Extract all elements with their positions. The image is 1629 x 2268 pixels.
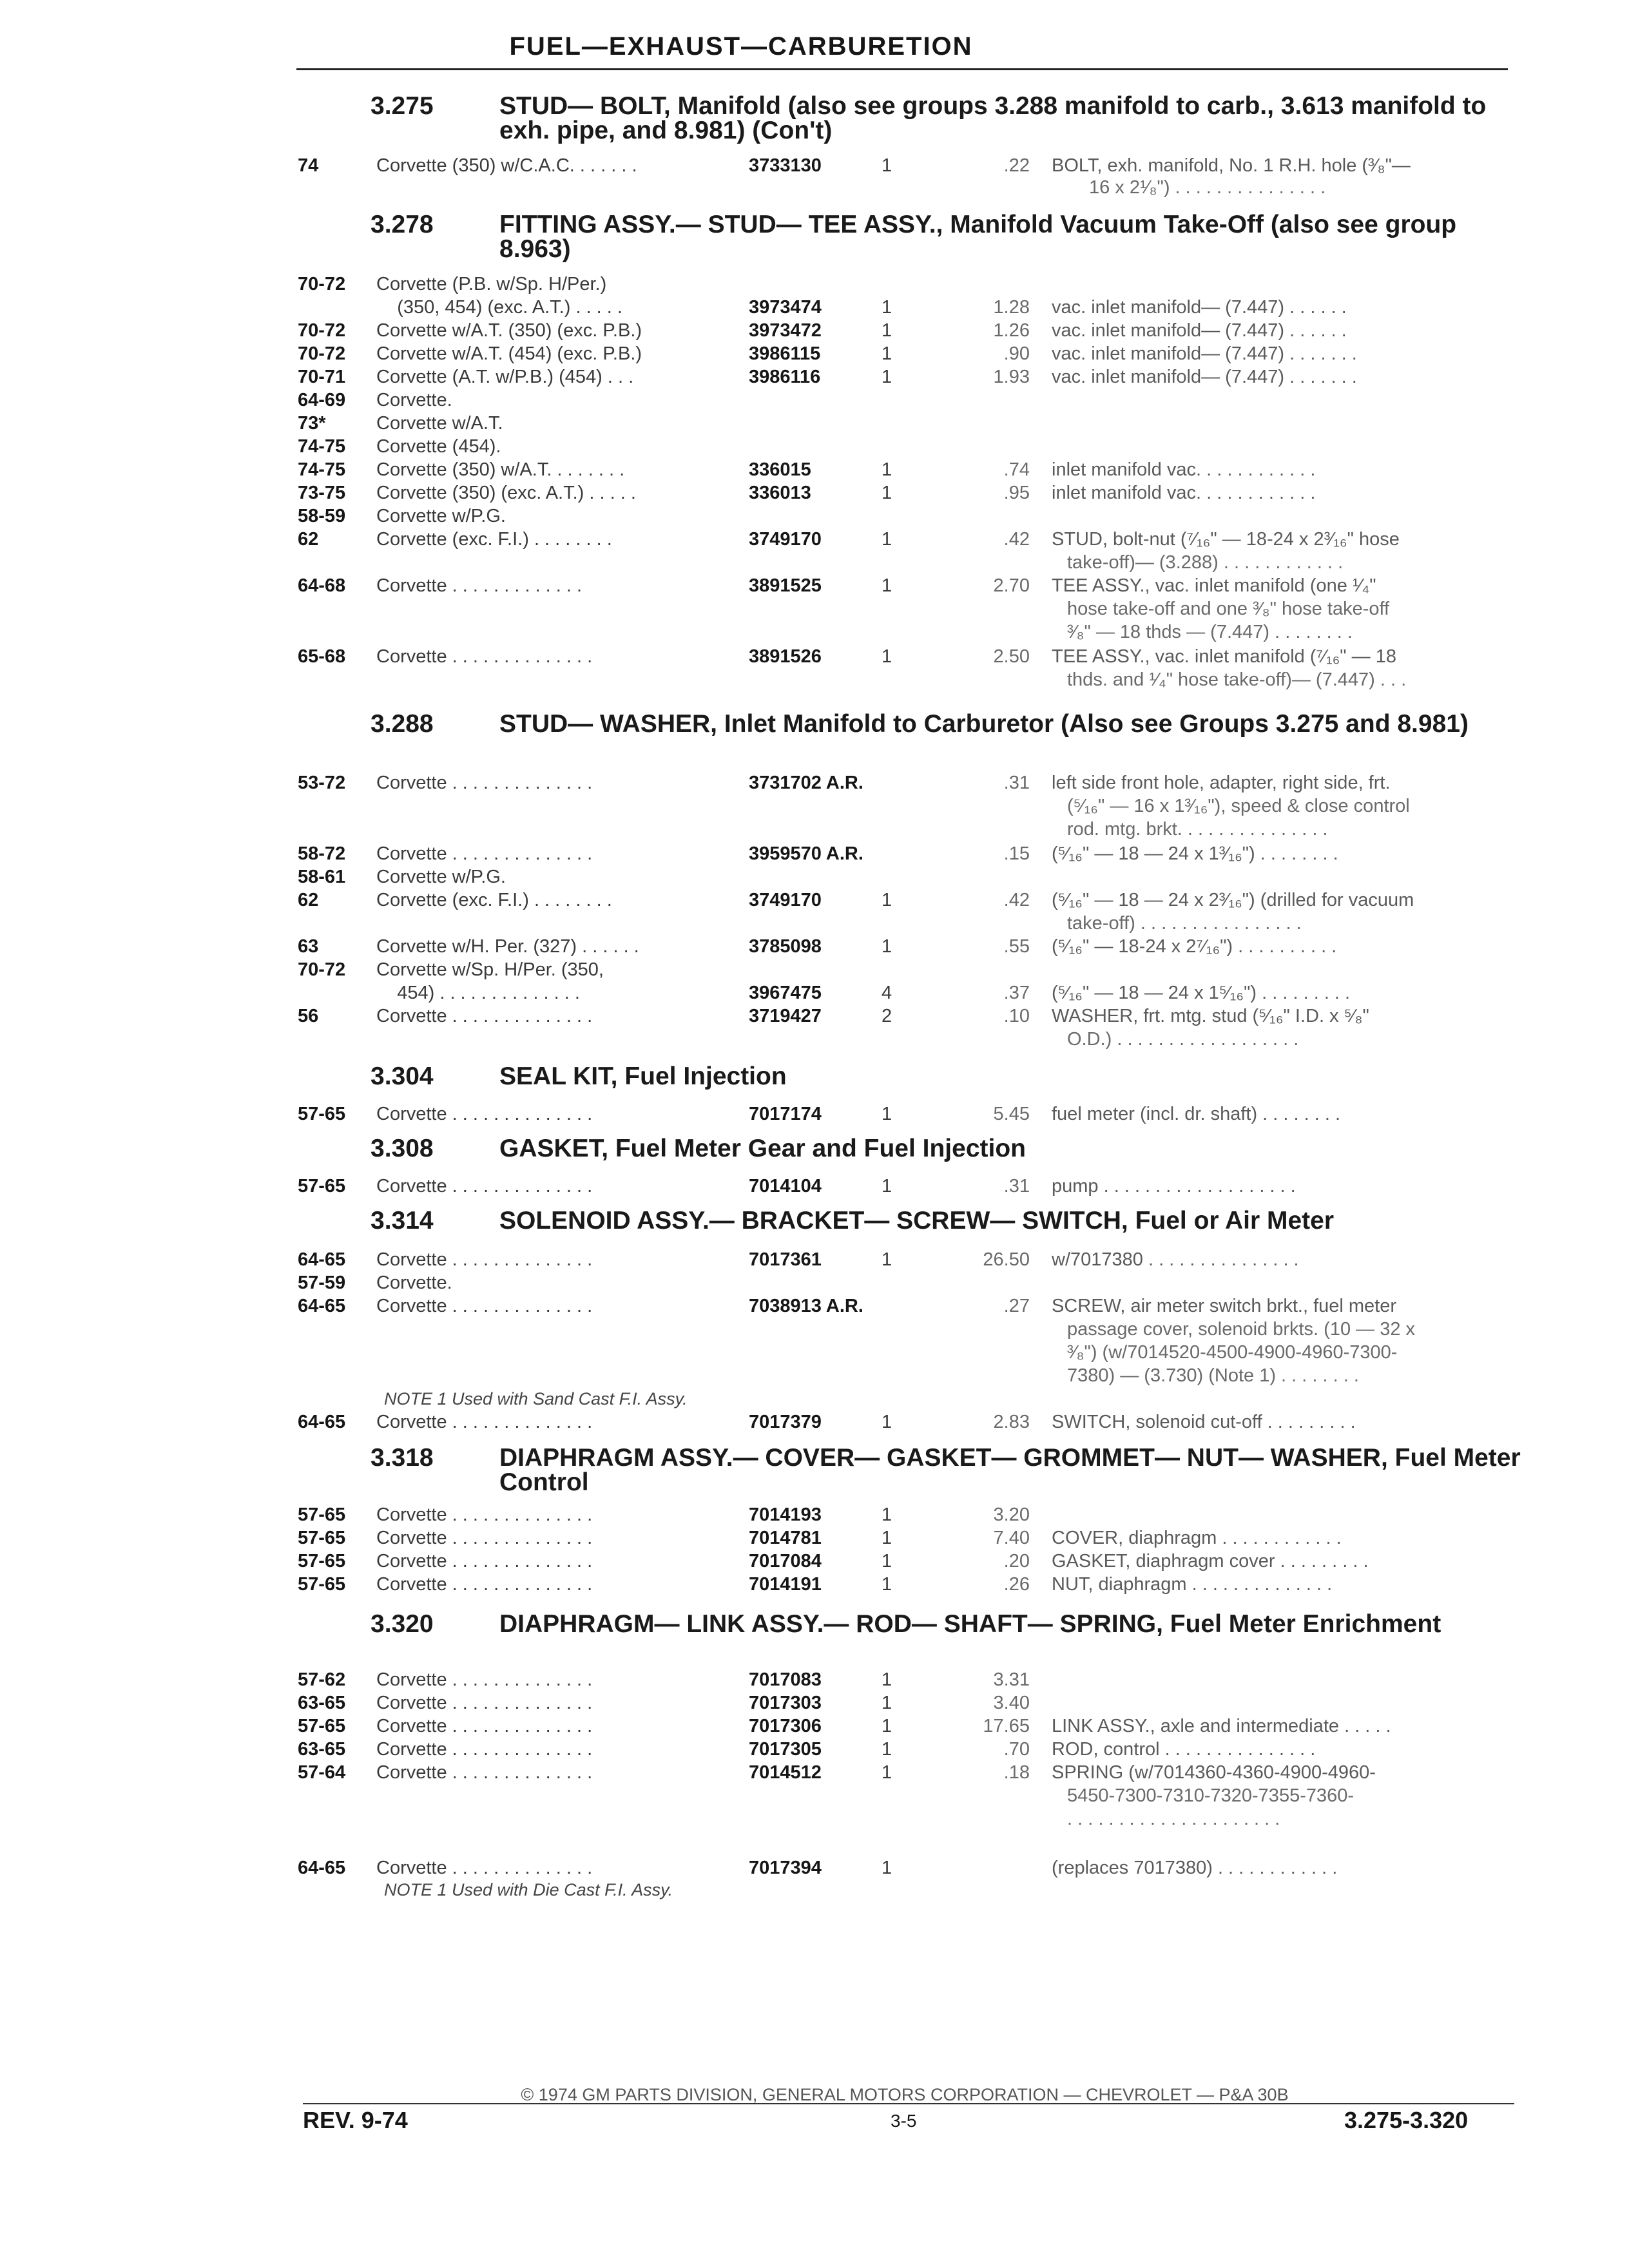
price: 17.65 [983, 1716, 1030, 1736]
part-row [0, 646, 1629, 671]
price: 2.70 [993, 575, 1030, 596]
model: Corvette . . . . . . . . . . . . . [376, 575, 583, 596]
model: Corvette. [376, 1273, 452, 1293]
description-continuation: ³⁄₈" — 18 thds — (7.447) . . . . . . . . [1067, 622, 1353, 642]
year-range: 57-64 [298, 1762, 346, 1783]
description: fuel meter (incl. dr. shaft) . . . . . . . . [1052, 1104, 1341, 1124]
description: vac. inlet manifold— (7.447) . . . . . . [1052, 297, 1347, 318]
page-number: 3-5 [891, 2111, 917, 2131]
part-row [0, 1272, 1629, 1298]
part-number: 3733130 [749, 155, 822, 176]
description-continuation: . . . . . . . . . . . . . . . . . . . . . [1067, 1809, 1280, 1829]
year-range: 56 [298, 1006, 319, 1026]
part-number: 7017306 [749, 1716, 822, 1736]
description: (⁵⁄₁₆" — 18 — 24 x 1³⁄₁₆") . . . . . . . . [1052, 843, 1338, 864]
description: COVER, diaphragm . . . . . . . . . . . . [1052, 1528, 1342, 1548]
part-row [0, 1527, 1629, 1553]
part-number: 3959570 A.R. [749, 843, 863, 864]
price: .31 [1003, 1176, 1030, 1196]
model: Corvette . . . . . . . . . . . . . . [376, 1528, 593, 1548]
model: Corvette. [376, 390, 452, 410]
model: Corvette (exc. F.I.) . . . . . . . . [376, 529, 612, 550]
quantity: 1 [882, 1176, 892, 1196]
model: Corvette . . . . . . . . . . . . . . [376, 1669, 593, 1690]
part-number: 7038913 A.R. [749, 1296, 863, 1316]
price: 1.28 [993, 297, 1030, 318]
price: .26 [1003, 1574, 1030, 1595]
price: .70 [1003, 1739, 1030, 1760]
model: Corvette (454). [376, 436, 501, 457]
part-row [0, 1692, 1629, 1718]
description: (⁵⁄₁₆" — 18 — 24 x 2³⁄₁₆") (drilled for vacuum [1052, 890, 1414, 910]
model: Corvette . . . . . . . . . . . . . . [376, 646, 593, 667]
part-row [0, 1504, 1629, 1530]
part-number: 7014193 [749, 1504, 822, 1525]
description-continuation: take-off)— (3.288) . . . . . . . . . . . . [1067, 552, 1344, 573]
part-row [0, 1550, 1629, 1576]
part-number: 7017083 [749, 1669, 822, 1690]
year-range: 64-65 [298, 1249, 346, 1270]
section-heading [371, 1446, 1530, 1495]
quantity: 1 [882, 1669, 892, 1690]
section-number: 3.314 [371, 1207, 434, 1235]
year-range: 70-72 [298, 274, 346, 294]
page-header: FUEL—EXHAUST—CARBURETION [509, 32, 973, 61]
quantity: 1 [882, 1528, 892, 1548]
description: BOLT, exh. manifold, No. 1 R.H. hole (³⁄₈"— [1052, 155, 1411, 176]
year-range: 58-72 [298, 843, 346, 864]
description: inlet manifold vac. . . . . . . . . . . . [1052, 483, 1316, 503]
part-row [0, 1005, 1629, 1031]
quantity: 1 [882, 1762, 892, 1783]
year-range: 62 [298, 890, 319, 910]
part-number: 7014781 [749, 1528, 822, 1548]
section-title: DIAPHRAGM— LINK ASSY.— ROD— SHAFT— SPRING, Fuel Meter Enrichment [499, 1610, 1441, 1638]
model: Corvette (350) w/C.A.C. . . . . . . [376, 155, 637, 176]
quantity: 1 [882, 1412, 892, 1432]
quantity: 1 [882, 155, 892, 176]
quantity: 1 [882, 483, 892, 503]
model: Corvette w/A.T. [376, 413, 503, 434]
model: Corvette . . . . . . . . . . . . . . [376, 773, 593, 793]
section-title: DIAPHRAGM ASSY.— COVER— GASKET— GROMMET— NUT— WASHER, Fuel Meter Control [499, 1444, 1521, 1496]
year-range: 74-75 [298, 459, 346, 480]
price: .55 [1003, 936, 1030, 957]
section-title: FITTING ASSY.— STUD— TEE ASSY., Manifold Vacuum Take-Off (also see group 8.963) [499, 211, 1457, 263]
part-number: 7017361 [749, 1249, 822, 1270]
part-row [0, 482, 1629, 508]
part-number: 3973474 [749, 297, 822, 318]
part-row [0, 366, 1629, 392]
group-range: 3.275-3.320 [1344, 2107, 1469, 2133]
year-range: 65-68 [298, 646, 346, 667]
quantity: 1 [882, 1716, 892, 1736]
part-row [0, 982, 1629, 1008]
description: SCREW, air meter switch brkt., fuel meter [1052, 1296, 1397, 1316]
year-range: 70-72 [298, 343, 346, 364]
section-heading [371, 1612, 1530, 1637]
part-number: 3749170 [749, 890, 822, 910]
year-range: 58-61 [298, 867, 346, 887]
model: 454) . . . . . . . . . . . . . . [376, 983, 580, 1003]
description: (⁵⁄₁₆" — 18 — 24 x 1⁵⁄₁₆") . . . . . . . . . [1052, 983, 1351, 1003]
part-row [0, 412, 1629, 438]
quantity: 1 [882, 1104, 892, 1124]
model: Corvette (exc. F.I.) . . . . . . . . [376, 890, 612, 910]
year-range: 57-62 [298, 1669, 346, 1690]
model: Corvette . . . . . . . . . . . . . . [376, 1249, 593, 1270]
section-number: 3.304 [371, 1062, 434, 1090]
part-row [0, 772, 1629, 798]
footer-rule [303, 2103, 1514, 2104]
part-number: 3891525 [749, 575, 822, 596]
section-title: STUD— WASHER, Inlet Manifold to Carburetor (Also see Groups 3.275 and 8.981) [499, 710, 1469, 738]
model: Corvette (350) (exc. A.T.) . . . . . [376, 483, 636, 503]
year-range: 57-65 [298, 1104, 346, 1124]
section-number: 3.308 [371, 1135, 434, 1162]
year-range: 58-59 [298, 506, 346, 526]
section-title: STUD— BOLT, Manifold (also see groups 3.288 manifold to carb., 3.613 manifold to exh. pipe, and 8.981) (Con't) [499, 92, 1487, 144]
part-row [0, 436, 1629, 461]
quantity: 1 [882, 1504, 892, 1525]
description-continuation: passage cover, solenoid brkts. (10 — 32 x [1067, 1319, 1416, 1340]
model: Corvette . . . . . . . . . . . . . . [376, 1104, 593, 1124]
quantity: 1 [882, 320, 892, 341]
quantity: 1 [882, 297, 892, 318]
quantity: 4 [882, 983, 892, 1003]
section-title: GASKET, Fuel Meter Gear and Fuel Injection [499, 1135, 1026, 1162]
part-number: 7017174 [749, 1104, 822, 1124]
quantity: 2 [882, 1006, 892, 1026]
year-range: 62 [298, 529, 319, 550]
description-continuation: (⁵⁄₁₆" — 16 x 1³⁄₁₆"), speed & close control [1067, 796, 1410, 816]
part-number: 3986115 [749, 343, 821, 364]
price: 3.31 [993, 1669, 1030, 1690]
part-row [0, 1857, 1629, 1883]
header-rule [296, 68, 1508, 70]
part-row [0, 389, 1629, 415]
year-range: 63-65 [298, 1693, 346, 1713]
quantity: 1 [882, 1739, 892, 1760]
description: vac. inlet manifold— (7.447) . . . . . . . [1052, 343, 1357, 364]
description: GASKET, diaphragm cover . . . . . . . . . [1052, 1551, 1369, 1571]
price: 7.40 [993, 1528, 1030, 1548]
model: Corvette . . . . . . . . . . . . . . [376, 1006, 593, 1026]
section-heading [371, 94, 1530, 143]
price: .74 [1003, 459, 1030, 480]
part-number: 7014191 [749, 1574, 822, 1595]
description-continuation: 16 x 2¹⁄₈") . . . . . . . . . . . . . . . [1089, 177, 1326, 198]
description-continuation: thds. and ¹⁄₄" hose take-off)— (7.447) . . . [1067, 669, 1407, 690]
price: .27 [1003, 1296, 1030, 1316]
copyright-line: © 1974 GM PARTS DIVISION, GENERAL MOTORS CORPORATION — CHEVROLET — P&A 30B [521, 2085, 1289, 2104]
part-row [0, 843, 1629, 869]
note: NOTE 1 Used with Die Cast F.I. Assy. [384, 1880, 673, 1899]
description: w/7017380 . . . . . . . . . . . . . . . [1052, 1249, 1299, 1270]
year-range: 64-68 [298, 575, 346, 596]
quantity: 1 [882, 529, 892, 550]
year-range: 57-65 [298, 1504, 346, 1525]
model: Corvette . . . . . . . . . . . . . . [376, 1574, 593, 1595]
price: .42 [1003, 529, 1030, 550]
model: Corvette w/P.G. [376, 867, 506, 887]
model: Corvette w/A.T. (350) (exc. P.B.) [376, 320, 642, 341]
part-row [0, 296, 1629, 322]
price: 3.20 [993, 1504, 1030, 1525]
section-number: 3.288 [371, 710, 434, 738]
part-number: 7017084 [749, 1551, 822, 1571]
part-number: 7014512 [749, 1762, 822, 1783]
model: Corvette . . . . . . . . . . . . . . [376, 1296, 593, 1316]
description-continuation: 5450-7300-7310-7320-7355-7360- [1067, 1785, 1354, 1806]
part-row [0, 459, 1629, 485]
quantity: 1 [882, 936, 892, 957]
quantity: 1 [882, 1574, 892, 1595]
model: Corvette . . . . . . . . . . . . . . [376, 1858, 593, 1878]
section-heading [371, 213, 1530, 262]
model: Corvette (350) w/A.T. . . . . . . . [376, 459, 625, 480]
part-number: 336015 [749, 459, 811, 480]
part-row [0, 1249, 1629, 1274]
year-range: 57-65 [298, 1716, 346, 1736]
price: .20 [1003, 1551, 1030, 1571]
quantity: 1 [882, 459, 892, 480]
description-continuation: 7380) — (3.730) (Note 1) . . . . . . . . [1067, 1365, 1359, 1386]
description: SWITCH, solenoid cut-off . . . . . . . . . [1052, 1412, 1356, 1432]
description: TEE ASSY., vac. inlet manifold (⁷⁄₁₆" — 18 [1052, 646, 1396, 667]
part-row [0, 1573, 1629, 1599]
year-range: 74-75 [298, 436, 346, 457]
year-range: 57-65 [298, 1551, 346, 1571]
description: NUT, diaphragm . . . . . . . . . . . . . . [1052, 1574, 1333, 1595]
model: Corvette (A.T. w/P.B.) (454) . . . [376, 367, 634, 387]
part-number: 3986116 [749, 367, 821, 387]
description-continuation: take-off) . . . . . . . . . . . . . . . . [1067, 913, 1302, 934]
description: vac. inlet manifold— (7.447) . . . . . . [1052, 320, 1347, 341]
price: .42 [1003, 890, 1030, 910]
section-heading [371, 712, 1530, 736]
model: Corvette w/A.T. (454) (exc. P.B.) [376, 343, 642, 364]
part-row [0, 1715, 1629, 1741]
part-number: 7017394 [749, 1858, 822, 1878]
description: (⁵⁄₁₆" — 18-24 x 2⁷⁄₁₆") . . . . . . . . . . [1052, 936, 1337, 957]
price: .90 [1003, 343, 1030, 364]
model: Corvette . . . . . . . . . . . . . . [376, 1693, 593, 1713]
section-number: 3.318 [371, 1444, 434, 1472]
price: 2.83 [993, 1412, 1030, 1432]
revision-date: REV. 9-74 [303, 2107, 408, 2133]
price: 2.50 [993, 646, 1030, 667]
year-range: 57-65 [298, 1528, 346, 1548]
description: SPRING (w/7014360-4360-4900-4960- [1052, 1762, 1376, 1783]
year-range: 64-65 [298, 1296, 346, 1316]
part-number: 3719427 [749, 1006, 822, 1026]
price: .37 [1003, 983, 1030, 1003]
year-range: 64-69 [298, 390, 346, 410]
part-number: 7017303 [749, 1693, 822, 1713]
year-range: 57-59 [298, 1273, 346, 1293]
quantity: 1 [882, 367, 892, 387]
description-continuation: O.D.) . . . . . . . . . . . . . . . . . . [1067, 1029, 1299, 1050]
model: Corvette (P.B. w/Sp. H/Per.) [376, 274, 607, 294]
price: .22 [1003, 155, 1030, 176]
part-number: 7017379 [749, 1412, 822, 1432]
part-row [0, 1669, 1629, 1695]
year-range: 70-71 [298, 367, 346, 387]
price: 26.50 [983, 1249, 1030, 1270]
part-row [0, 343, 1629, 369]
quantity: 1 [882, 343, 892, 364]
description: vac. inlet manifold— (7.447) . . . . . . . [1052, 367, 1357, 387]
part-number: 3749170 [749, 529, 822, 550]
price: .18 [1003, 1762, 1030, 1783]
year-range: 70-72 [298, 959, 346, 980]
part-number: 3967475 [749, 983, 822, 1003]
model: Corvette . . . . . . . . . . . . . . [376, 1412, 593, 1432]
part-number: 3973472 [749, 320, 822, 341]
quantity: 1 [882, 575, 892, 596]
part-row [0, 1762, 1629, 1787]
model: Corvette . . . . . . . . . . . . . . [376, 1504, 593, 1525]
section-heading [371, 1064, 1530, 1089]
description: left side front hole, adapter, right side, frt. [1052, 773, 1391, 793]
part-row [0, 1411, 1629, 1437]
description: inlet manifold vac. . . . . . . . . . . . [1052, 459, 1316, 480]
model: Corvette . . . . . . . . . . . . . . [376, 1762, 593, 1783]
part-number: 3785098 [749, 936, 822, 957]
price: 5.45 [993, 1104, 1030, 1124]
part-row [0, 959, 1629, 985]
part-row [0, 528, 1629, 554]
price: .15 [1003, 843, 1030, 864]
section-number: 3.278 [371, 211, 434, 238]
year-range: 73* [298, 413, 326, 434]
part-row [0, 320, 1629, 345]
price: 3.40 [993, 1693, 1030, 1713]
part-row [0, 575, 1629, 601]
description: pump . . . . . . . . . . . . . . . . . . . [1052, 1176, 1296, 1196]
part-row [0, 1295, 1629, 1321]
model: Corvette w/Sp. H/Per. (350, [376, 959, 604, 980]
model: Corvette w/P.G. [376, 506, 506, 526]
year-range: 64-65 [298, 1858, 346, 1878]
description: ROD, control . . . . . . . . . . . . . . . [1052, 1739, 1316, 1760]
quantity: 1 [882, 1858, 892, 1878]
part-number: 3731702 A.R. [749, 773, 863, 793]
model: Corvette . . . . . . . . . . . . . . [376, 843, 593, 864]
year-range: 53-72 [298, 773, 346, 793]
description-continuation: rod. mtg. brkt. . . . . . . . . . . . . . . [1067, 819, 1328, 840]
quantity: 1 [882, 1249, 892, 1270]
price: 1.93 [993, 367, 1030, 387]
model: Corvette . . . . . . . . . . . . . . [376, 1551, 593, 1571]
year-range: 70-72 [298, 320, 346, 341]
model: Corvette w/H. Per. (327) . . . . . . [376, 936, 639, 957]
quantity: 1 [882, 890, 892, 910]
part-row [0, 1175, 1629, 1201]
description: WASHER, frt. mtg. stud (⁵⁄₁₆" I.D. x ⁵⁄₈" [1052, 1006, 1369, 1026]
section-title: SEAL KIT, Fuel Injection [499, 1062, 787, 1090]
part-row [0, 866, 1629, 892]
section-number: 3.320 [371, 1610, 434, 1638]
price: .95 [1003, 483, 1030, 503]
year-range: 63 [298, 936, 319, 957]
description-continuation: hose take-off and one ³⁄₈" hose take-off [1067, 599, 1390, 619]
model: (350, 454) (exc. A.T.) . . . . . [376, 297, 622, 318]
model: Corvette . . . . . . . . . . . . . . [376, 1716, 593, 1736]
note: NOTE 1 Used with Sand Cast F.I. Assy. [384, 1389, 688, 1408]
price: 1.26 [993, 320, 1030, 341]
year-range: 73-75 [298, 483, 346, 503]
year-range: 64-65 [298, 1412, 346, 1432]
part-number: 7014104 [749, 1176, 822, 1196]
year-range: 74 [298, 155, 319, 176]
description: LINK ASSY., axle and intermediate . . . . . [1052, 1716, 1391, 1736]
section-heading [371, 1137, 1530, 1161]
year-range: 57-65 [298, 1176, 346, 1196]
section-number: 3.275 [371, 92, 434, 120]
description-continuation: ³⁄₈") (w/7014520-4500-4900-4960-7300- [1067, 1342, 1398, 1363]
quantity: 1 [882, 1693, 892, 1713]
year-range: 63-65 [298, 1739, 346, 1760]
section-heading [371, 1209, 1530, 1233]
quantity: 1 [882, 646, 892, 667]
part-number: 336013 [749, 483, 811, 503]
quantity: 1 [882, 1551, 892, 1571]
part-row [0, 936, 1629, 961]
part-row [0, 505, 1629, 531]
part-number: 7017305 [749, 1739, 822, 1760]
part-row [0, 273, 1629, 299]
part-row [0, 1103, 1629, 1129]
price: .31 [1003, 773, 1030, 793]
part-row [0, 889, 1629, 915]
section-title: SOLENOID ASSY.— BRACKET— SCREW— SWITCH, Fuel or Air Meter [499, 1207, 1335, 1235]
year-range: 57-65 [298, 1574, 346, 1595]
model: Corvette . . . . . . . . . . . . . . [376, 1176, 593, 1196]
description: TEE ASSY., vac. inlet manifold (one ¹⁄₄" [1052, 575, 1376, 596]
part-number: 3891526 [749, 646, 822, 667]
part-row [0, 1738, 1629, 1764]
description: STUD, bolt-nut (⁷⁄₁₆" — 18-24 x 2³⁄₁₆" hose [1052, 529, 1400, 550]
model: Corvette . . . . . . . . . . . . . . [376, 1739, 593, 1760]
description: (replaces 7017380) . . . . . . . . . . . . [1052, 1858, 1338, 1878]
price: .10 [1003, 1006, 1030, 1026]
